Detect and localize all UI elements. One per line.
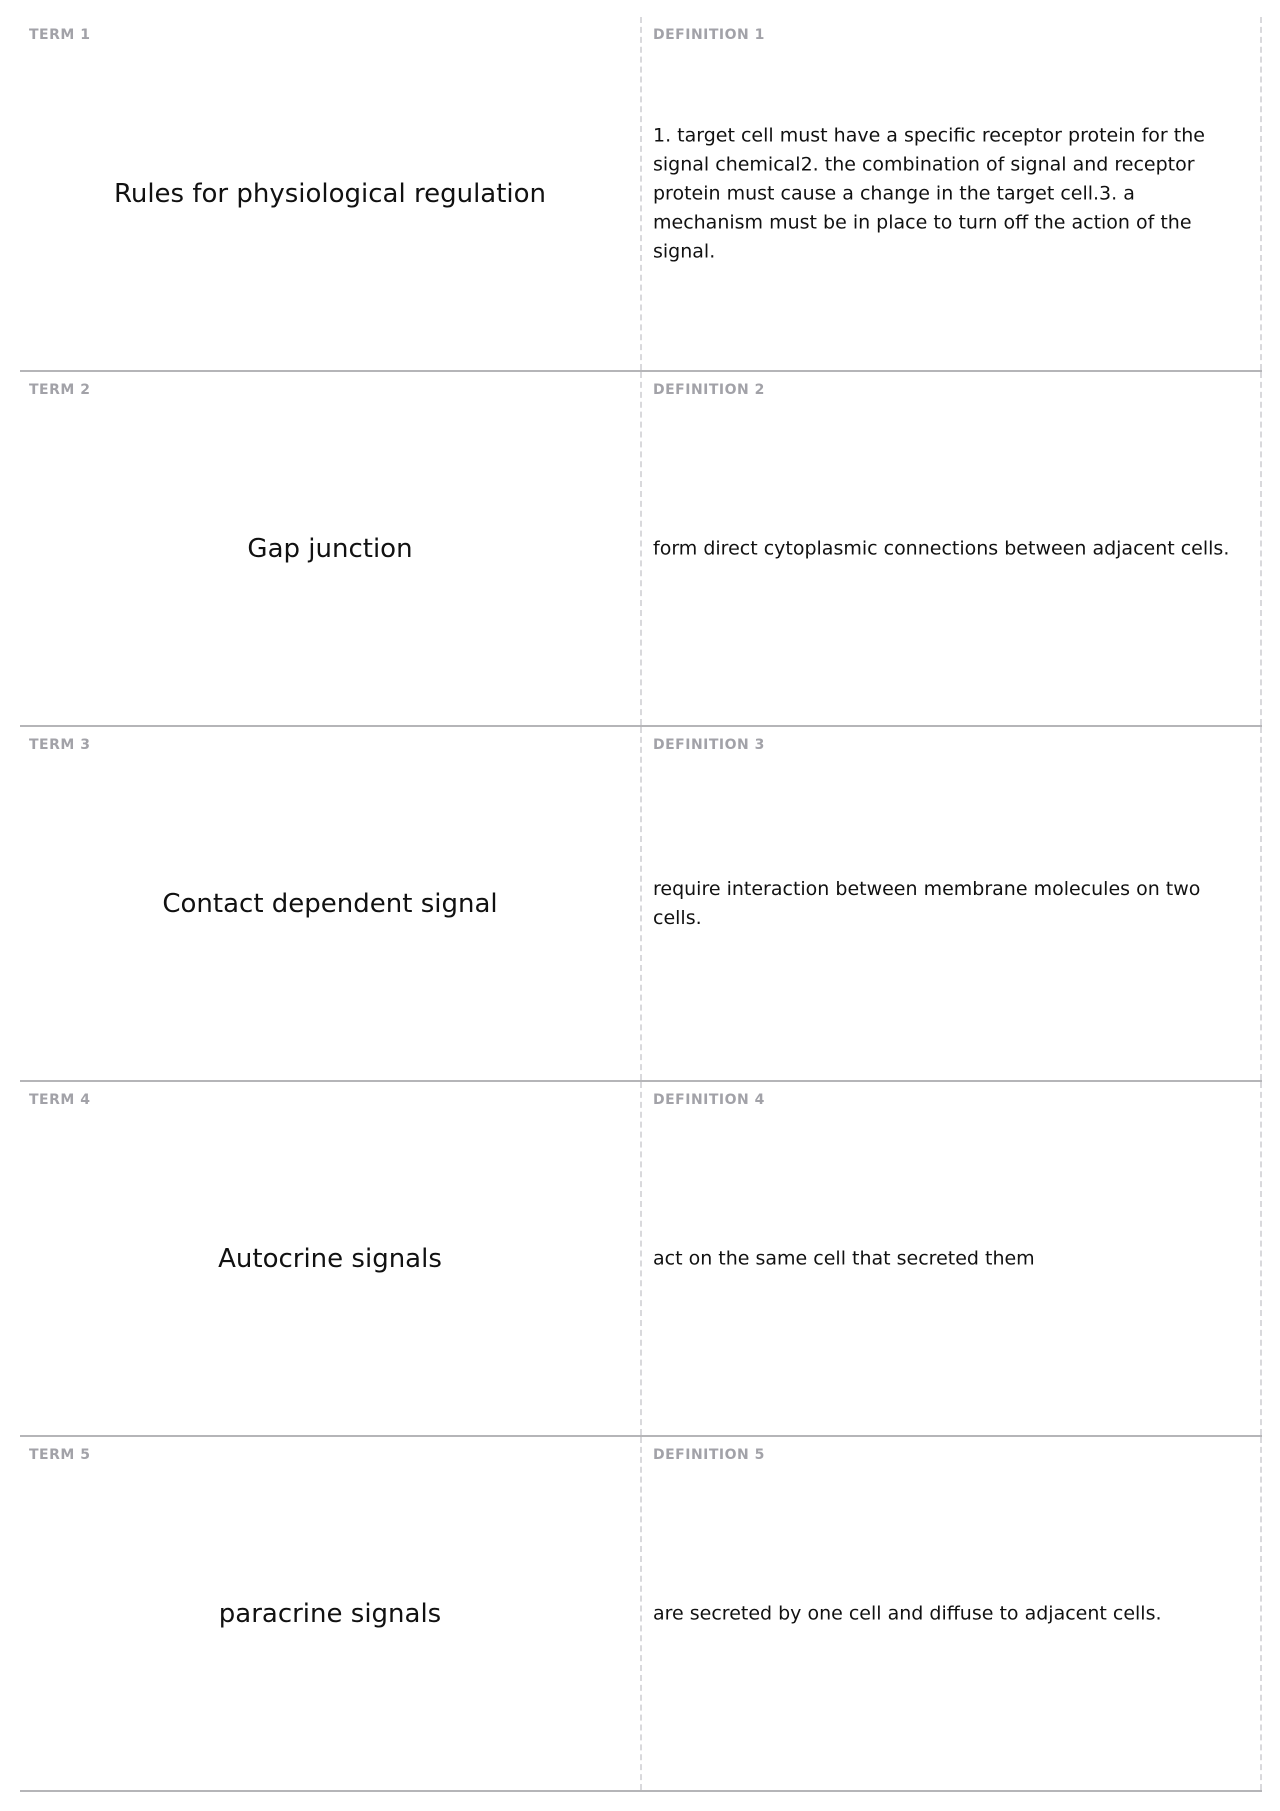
definition-text: form direct cytoplasmic connections between adjacent cells. <box>653 537 1230 559</box>
term-label: TERM 5 <box>29 1447 91 1463</box>
definition-label: DEFINITION 4 <box>653 1092 765 1108</box>
definition-label: DEFINITION 3 <box>653 737 765 753</box>
definition-cell <box>642 1082 1262 1435</box>
card-row <box>20 372 1262 727</box>
definition-cell <box>642 372 1262 725</box>
card-row <box>20 727 1262 1082</box>
definition-label: DEFINITION 2 <box>653 382 765 398</box>
term-label: TERM 2 <box>29 382 91 398</box>
definition-label: DEFINITION 1 <box>653 27 765 43</box>
definition-text: 1. target cell must have a specific receptor protein for the signal chemical2. the combination of signal and receptor protein must cause a change in the target cell.3. a mechanism must be in place to turn off the action of the signal. <box>653 124 1205 262</box>
definition-label: DEFINITION 5 <box>653 1447 765 1463</box>
card-row <box>20 1437 1262 1792</box>
card-row <box>20 17 1262 372</box>
definition-cell <box>642 17 1262 370</box>
definition-text: require interaction between membrane molecules on two cells. <box>653 877 1201 929</box>
term-cell <box>20 727 642 1080</box>
term-text: Autocrine signals <box>218 1243 442 1274</box>
term-label: TERM 4 <box>29 1092 91 1108</box>
term-cell <box>20 1437 642 1790</box>
term-cell <box>20 372 642 725</box>
term-label: TERM 1 <box>29 27 91 43</box>
term-text: Gap junction <box>247 533 413 564</box>
term-text: Rules for physiological regulation <box>113 178 547 209</box>
term-text: Contact dependent signal <box>162 888 498 919</box>
definition-cell <box>642 1437 1262 1790</box>
definition-text: act on the same cell that secreted them <box>653 1247 1035 1269</box>
term-text: paracrine signals <box>218 1598 442 1629</box>
definition-text: are secreted by one cell and diffuse to adjacent cells. <box>653 1602 1162 1624</box>
definition-cell <box>642 727 1262 1080</box>
flashcard-sheet <box>20 17 1262 1792</box>
term-cell <box>20 1082 642 1435</box>
card-row <box>20 1082 1262 1437</box>
term-label: TERM 3 <box>29 737 91 753</box>
term-cell <box>20 17 642 370</box>
